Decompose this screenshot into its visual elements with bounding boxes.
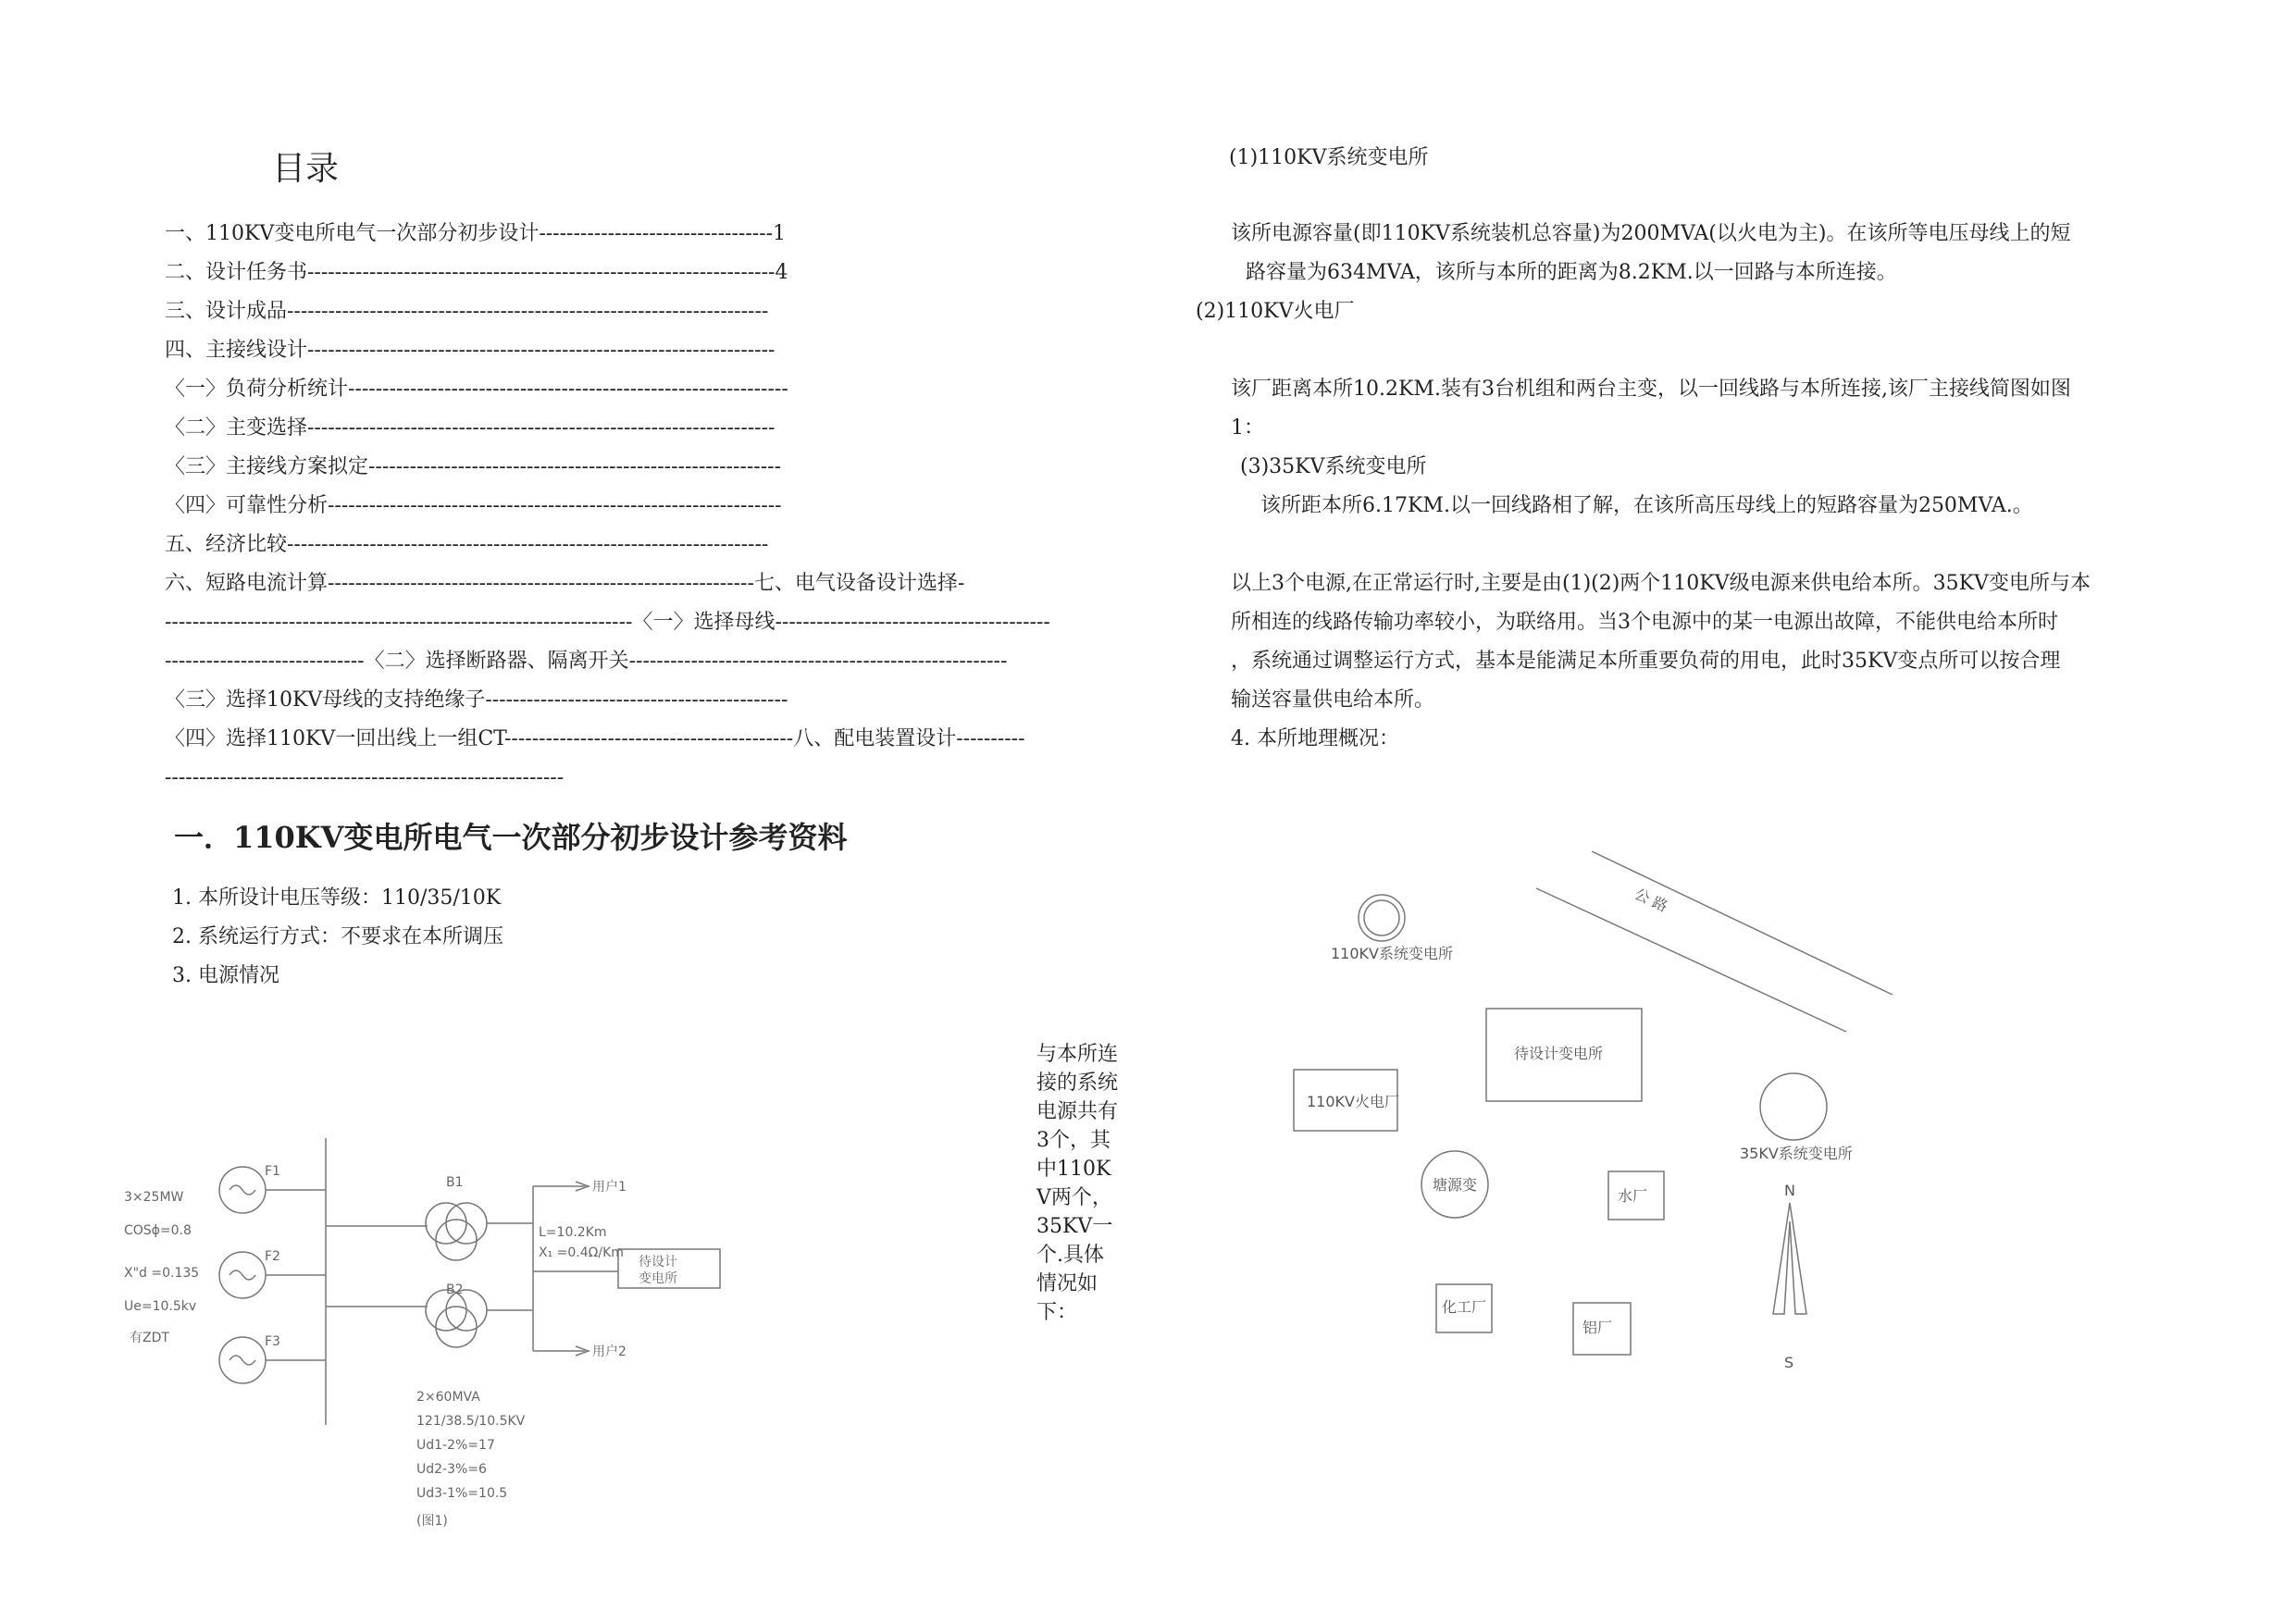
toc-line[interactable]: -----------------------------〈二〉选择断路器、隔离开关-------------------------------------------------------: [165, 650, 1008, 673]
section-item: 3. 电源情况: [172, 964, 279, 987]
source-3-text: 该所距本所6.17KM.以一回线路相了解，在该所高压母线上的短路容量为250MVA.。: [1260, 494, 2033, 517]
map-label: 110KV系统变电所: [1331, 945, 1453, 962]
toc-line[interactable]: 三、设计成品----------------------------------------------------------------------: [165, 300, 769, 323]
gen-param: Ue=10.5kv: [124, 1299, 197, 1314]
toc-line[interactable]: 〈一〉负荷分析统计----------------------------------------------------------------: [165, 378, 788, 401]
gen-label: F1: [265, 1164, 280, 1179]
toc-title: 目录: [272, 150, 340, 188]
summary-text: ，系统通过调整运行方式，基本是能满足本所重要负荷的用电，此时35KV变点所可以按合理: [1231, 650, 2061, 673]
source-1-title: (1)110KV系统变电所: [1229, 146, 1429, 169]
source-3-title: (3)35KV系统变电所: [1240, 455, 1427, 478]
toc-line[interactable]: 〈三〉主接线方案拟定------------------------------------------------------------: [165, 455, 782, 478]
substation-icon: [1359, 895, 1405, 941]
compass-south: S: [1784, 1354, 1794, 1371]
source-1-text: 路容量为634MVA，该所与本所的距离为8.2KM.以一回路与本所连接。: [1246, 261, 1897, 284]
map-label: 110KV火电厂: [1307, 1093, 1399, 1110]
summary-text: 以上3个电源,在正常运行时,主要是由(1)(2)两个110KV级电源来供电给本所。35KV变电所与本: [1231, 572, 2091, 595]
toc-line[interactable]: --------------------------------------------------------------------〈一〉选择母线----------------------------------------: [165, 611, 1050, 634]
gen-param: 有ZDT: [130, 1331, 169, 1345]
user-label: 用户1: [592, 1180, 627, 1195]
side-note: 与本所连接的系统电源共有3个，其中110KV两个，35KV一个.具体情况如下：: [1036, 1043, 1119, 1324]
source-2-title: (2)110KV火电厂: [1196, 300, 1355, 323]
substation-icon: [1760, 1073, 1827, 1140]
section-item: 1. 本所设计电压等级：110/35/10K: [172, 886, 502, 910]
road-label: 公 路: [1632, 885, 1670, 916]
geography-item: 4. 本所地理概况：: [1231, 727, 1399, 750]
toc-line[interactable]: 〈二〉主变选择--------------------------------------------------------------------: [165, 416, 776, 440]
transformer-label: B1: [446, 1175, 464, 1190]
map-label: 塘源变: [1433, 1176, 1478, 1194]
source-2-text: 1：: [1231, 416, 1264, 440]
toc-line[interactable]: 〈四〉选择110KV一回出线上一组CT------------------------------------------八、配电装置设计----------: [165, 727, 1025, 750]
toc-line[interactable]: 四、主接线设计--------------------------------------------------------------------: [165, 339, 776, 362]
toc-line[interactable]: ----------------------------------------------------------: [165, 766, 565, 789]
line-param: L=10.2Km: [539, 1225, 607, 1240]
map-label: 化工厂: [1442, 1298, 1487, 1316]
map-label: 水厂: [1618, 1187, 1648, 1205]
user-label: 用户2: [592, 1344, 627, 1359]
box-label: 变电所: [639, 1271, 677, 1286]
transformer-param: Ud3-1%=10.5: [416, 1486, 508, 1501]
toc-line[interactable]: 二、设计任务书--------------------------------------------------------------------4: [165, 261, 788, 284]
gen-param: COSϕ=0.8: [124, 1223, 192, 1238]
section-heading: 一．110KV变电所电气一次部分初步设计参考资料: [174, 820, 848, 855]
gen-param: X"d =0.135: [124, 1266, 200, 1281]
summary-text: 所相连的线路传输功率较小，为联络用。当3个电源中的某一电源出故障，不能供电给本所时: [1231, 611, 2059, 634]
toc-line[interactable]: 六、短路电流计算--------------------------------------------------------------七、电气设备设计选择-: [165, 572, 965, 595]
summary-text: 输送容量供电给本所。: [1231, 688, 1435, 712]
toc-line[interactable]: 五、经济比较----------------------------------------------------------------------: [165, 533, 769, 556]
transformer-param: 2×60MVA: [416, 1390, 480, 1405]
transformer-param: Ud1-2%=17: [416, 1438, 495, 1453]
toc-line[interactable]: 〈四〉可靠性分析------------------------------------------------------------------: [165, 494, 782, 517]
map-label: 铝厂: [1582, 1319, 1613, 1336]
compass-north: N: [1784, 1182, 1795, 1199]
source-2-text: 该厂距离本所10.2KM.装有3台机组和两台主变，以一回线路与本所连接,该厂主接线简图如图: [1231, 378, 2071, 401]
transformer-param: 121/38.5/10.5KV: [416, 1414, 526, 1429]
compass-icon: [1773, 1203, 1806, 1314]
figure-caption: (图1): [416, 1514, 448, 1529]
box-label: 待设计: [639, 1255, 677, 1270]
gen-param: 3×25MW: [124, 1190, 184, 1205]
gen-label: F3: [265, 1334, 280, 1349]
transformer-param: Ud2-3%=6: [416, 1462, 487, 1477]
map-label: 35KV系统变电所: [1740, 1145, 1853, 1162]
map-label: 待设计变电所: [1514, 1045, 1604, 1062]
toc-line[interactable]: 一、110KV变电所电气一次部分初步设计----------------------------------1: [165, 222, 787, 245]
line-param: X₁ =0.4Ω/Km: [539, 1245, 624, 1260]
plant-diagram: [111, 1129, 759, 1536]
section-item: 2. 系统运行方式：不要求在本所调压: [172, 925, 503, 948]
toc-line[interactable]: 〈三〉选择10KV母线的支持绝缘子--------------------------------------------: [165, 688, 788, 712]
road: [1592, 851, 1893, 995]
site-map: [1277, 833, 1925, 1388]
gen-label: F2: [265, 1249, 280, 1264]
transformer-label: B2: [446, 1282, 464, 1297]
source-1-text: 该所电源容量(即110KV系统装机总容量)为200MVA(以火电为主)。在该所等电压母线上的短: [1231, 222, 2071, 245]
